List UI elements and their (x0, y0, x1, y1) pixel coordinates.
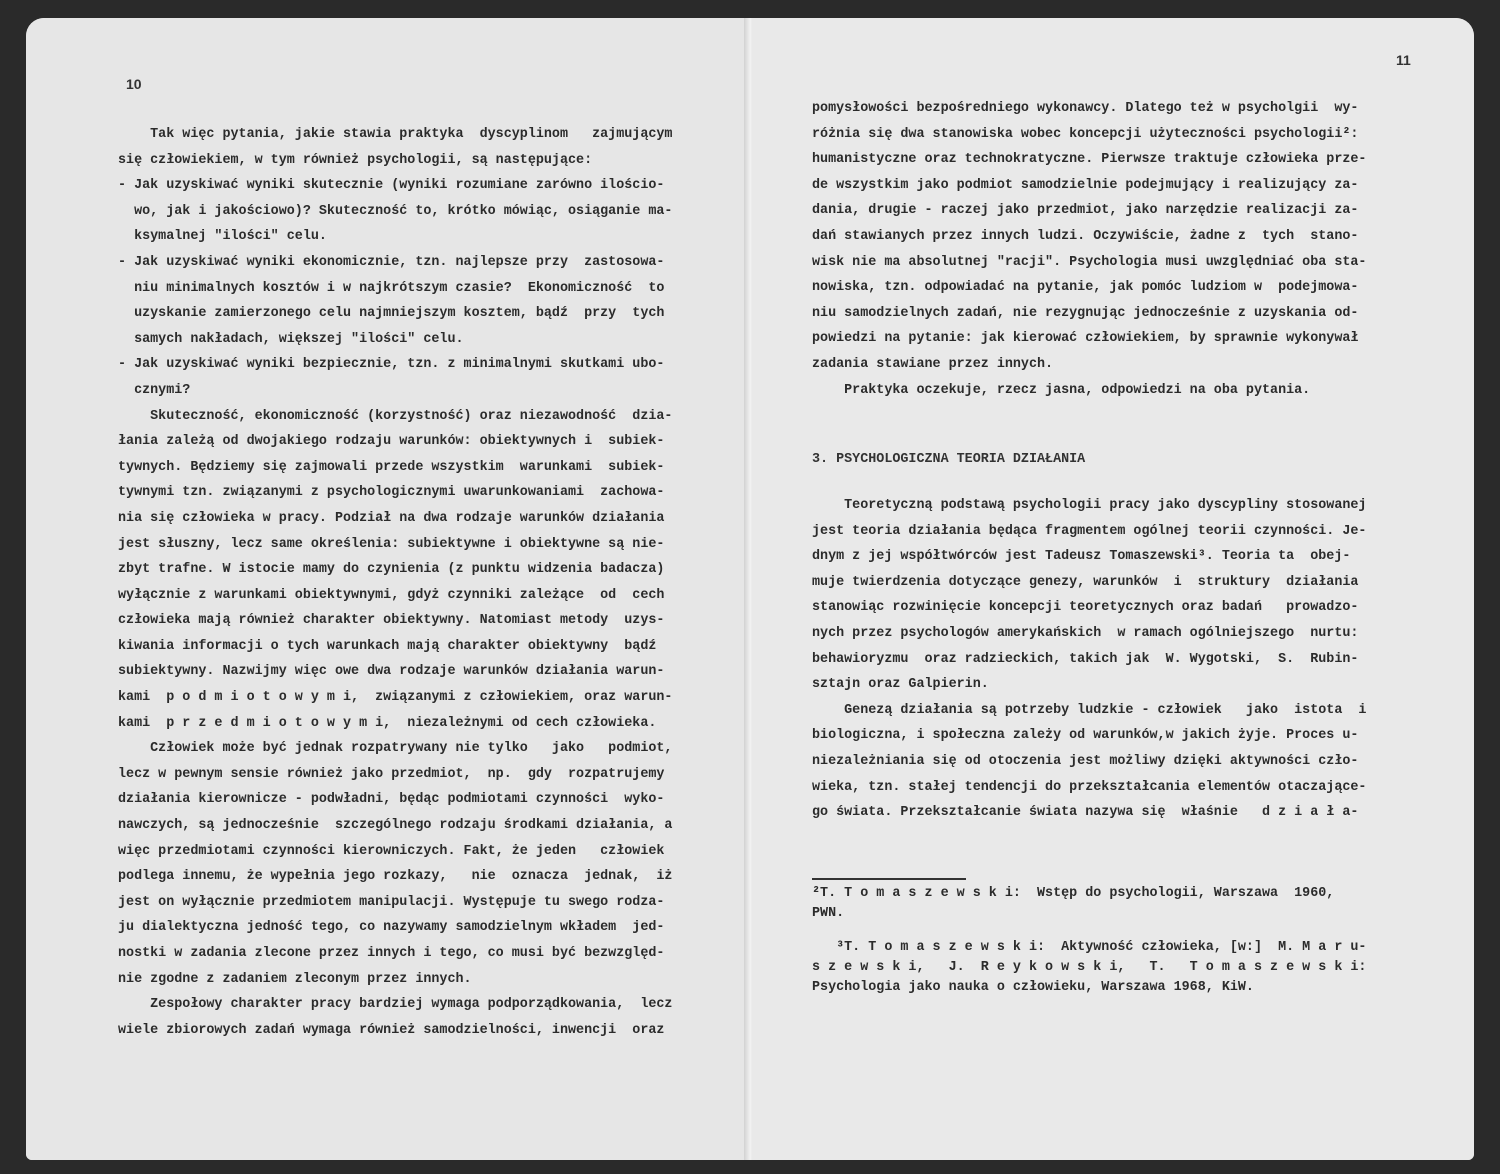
text-line: cznymi? (118, 382, 191, 398)
footnotes (812, 884, 1412, 998)
text-line: nowiska, tzn. odpowiadać na pytanie, jak pomóc ludziom w podejmowa- (812, 280, 1359, 296)
text-line: wiele zbiorowych zadań wymaga również samodzielności, inwencji oraz (118, 1022, 665, 1038)
footnote-rule (812, 878, 966, 880)
text-line: zadania stawiane przez innych. (812, 356, 1054, 372)
text-line: niu samodzielnych zadań, nie rezygnując jednocześnie z uzyskania od- (812, 305, 1359, 321)
footnote-line: PWN. (812, 906, 845, 921)
footnote-gap (812, 924, 1412, 938)
left-body-text (118, 122, 716, 1043)
text-line: kami p o d m i o t o w y m i, związanymi z człowiekiem, oraz warun- (118, 690, 673, 706)
text-line: tywnych. Będziemy się zajmowali przede wszystkim warunkami subiek- (118, 459, 665, 475)
right-page (752, 18, 1474, 1160)
text-line: zbyt trafne. W istocie mamy do czynienia (z punktu widzenia badacza) (118, 562, 665, 578)
text-line: nie zgodne z zadaniem zleconym przez innych. (118, 971, 472, 987)
text-line: lecz w pewnym sensie również jako przedmiot, np. gdy rozpatrujemy (118, 766, 665, 782)
text-line: człowieka mają również charakter obiektywny. Natomiast metody uzys- (118, 613, 665, 629)
text-line: Praktyka oczekuje, rzecz jasna, odpowiedzi na oba pytania. (812, 382, 1311, 398)
section-body-text (812, 493, 1424, 826)
text-line: nych przez psychologów amerykańskich w ramach ogólniejszego nurtu: (812, 625, 1359, 641)
text-line: tywnymi tzn. związanymi z psychologicznymi uwarunkowaniami zachowa- (118, 485, 665, 501)
text-line: - Jak uzyskiwać wyniki bezpiecznie, tzn. z minimalnymi skutkami ubo- (118, 357, 665, 373)
text-line: kami p r z e d m i o t o w y m i, niezależnymi od cech człowieka. (118, 715, 657, 731)
text-line: jest słuszny, lecz same określenia: subiektywne i obiektywne są nie- (118, 536, 665, 552)
left-page (26, 18, 750, 1160)
text-line: kiwania informacji o tych warunkach mają charakter obiektywny bądź (118, 638, 657, 654)
text-line: wisk nie ma absolutnej "racji". Psychologia musi uwzględniać oba sta- (812, 254, 1367, 270)
text-line: wyłącznie z warunkami obiektywnymi, gdyż czynniki zależące od cech (118, 587, 665, 603)
text-line: Tak więc pytania, jakie stawia praktyka dyscyplinom zajmującym (118, 127, 673, 142)
text-line: działania kierownicze - podwładni, będąc podmiotami czynności wyko- (118, 792, 665, 808)
text-line: Genezą działania są potrzeby ludzkie - człowiek jako istota i (812, 702, 1367, 718)
text-line: humanistyczne oraz technokratyczne. Pierwsze traktuje człowieka prze- (812, 152, 1367, 168)
text-line: Zespołowy charakter pracy bardziej wymaga podporządkowania, lecz (118, 997, 673, 1013)
text-line: się człowiekiem, w tym również psychologii, są następujące: (118, 152, 593, 168)
footnote-line: ²T. T o m a s z e w s k i: Wstęp do psychologii, Warszawa 1960, (812, 886, 1335, 901)
text-line: jest on wyłącznie przedmiotem manipulacji. Występuje tu swego rodza- (118, 894, 665, 910)
page-number-left: 10 (126, 76, 142, 92)
text-line: subiektywny. Nazwijmy więc owe dwa rodzaje warunków działania warun- (118, 664, 665, 680)
text-line: biologiczna, i społeczna zależy od warunków,w jakich żyje. Proces u- (812, 728, 1359, 744)
text-line: ju dialektyczna jedność tego, co nazywamy samodzielnym wkładem jed- (118, 920, 665, 936)
text-line: wieka, tzn. stałej tendencji do przekształcania elementów otaczające- (812, 779, 1367, 795)
text-line: sztajn oraz Galpierin. (812, 677, 989, 693)
text-line: uzyskanie zamierzonego celu najmniejszym kosztem, bądź przy tych (118, 306, 665, 322)
section-heading: 3. PSYCHOLOGICZNA TEORIA DZIAŁANIA (812, 452, 1086, 467)
text-line: niu minimalnych kosztów i w najkrótszym czasie? Ekonomiczność to (118, 280, 665, 296)
footnote-line: s z e w s k i, J. R e y k o w s k i, T. T o m a s z e w s k i: (812, 960, 1367, 975)
text-line: de wszystkim jako podmiot samodzielnie podejmujący i realizujący za- (812, 177, 1359, 193)
footnote-line: Psychologia jako nauka o człowieku, Warszawa 1968, KiW. (812, 980, 1254, 995)
text-line: więc przedmiotami czynności kierowniczych. Fakt, że jeden człowiek (118, 843, 665, 859)
text-line: - Jak uzyskiwać wyniki skutecznie (wyniki rozumiane zarówno ilościo- (118, 178, 665, 194)
text-line: behawioryzmu oraz radzieckich, takich jak W. Wygotski, S. Rubin- (812, 651, 1359, 667)
text-line: nostki w zadania zlecone przez innych i tego, co musi być bezwzględ- (118, 946, 665, 961)
text-line: podlega innemu, że wypełnia jego rozkazy, nie oznacza jednak, iż (118, 869, 673, 885)
text-line: dań stawianych przez innych ludzi. Oczywiście, żadne z tych stano- (812, 228, 1359, 244)
text-line: nia się człowieka w pracy. Podział na dwa rodzaje warunków działania (118, 510, 665, 526)
text-line: go świata. Przekształcanie świata nazywa się właśnie d z i a ł a- (812, 805, 1359, 821)
text-line: muje twierdzenia dotyczące genezy, warunków i struktury działania (812, 574, 1359, 590)
book-spread (26, 18, 1474, 1160)
text-line: dnym z jej współtwórców jest Tadeusz Tomaszewski³. Teoria ta obej- (812, 549, 1351, 565)
text-line: pomysłowości bezpośredniego wykonawcy. Dlatego też w psycholgii wy- (812, 101, 1359, 116)
text-line: różnia się dwa stanowiska wobec koncepcji użyteczności psychologii²: (812, 126, 1359, 142)
text-line: stanowiąc rozwinięcie koncepcji teoretycznych oraz badań prowadzo- (812, 600, 1359, 616)
right-body-text (812, 96, 1424, 403)
text-line: Teoretyczną podstawą psychologii pracy jako dyscypliny stosowanej (812, 498, 1367, 513)
text-line: jest teoria działania będąca fragmentem ogólnej teorii czynności. Je- (812, 523, 1367, 539)
text-line: powiedzi na pytanie: jak kierować człowiekiem, by sprawnie wykonywał (812, 331, 1359, 347)
page-number-right: 11 (1396, 52, 1411, 68)
text-line: niezależniania się od otoczenia jest możliwy dzięki aktywności czło- (812, 753, 1359, 769)
text-line: Skuteczność, ekonomiczność (korzystność) oraz niezawodność dzia- (118, 408, 673, 424)
footnote-line: ³T. T o m a s z e w s k i: Aktywność człowieka, [w:] M. M a r u- (812, 940, 1367, 955)
text-line: ksymalnej "ilości" celu. (118, 229, 327, 245)
text-line: - Jak uzyskiwać wyniki ekonomicznie, tzn. najlepsze przy zastosowa- (118, 254, 665, 270)
text-line: samych nakładach, większej "ilości" celu. (118, 331, 464, 347)
text-line: dania, drugie - raczej jako przedmiot, jako narzędzie realizacji za- (812, 203, 1359, 219)
text-line: wo, jak i jakościowo)? Skuteczność to, krótko mówiąc, osiąganie ma- (118, 203, 673, 219)
text-line: Człowiek może być jednak rozpatrywany nie tylko jako podmiot, (118, 741, 673, 757)
text-line: łania zależą od dwojakiego rodzaju warunków: obiektywnych i subiek- (118, 434, 665, 450)
text-line: nawczych, są jednocześnie szczególnego rodzaju środkami działania, a (118, 818, 673, 834)
